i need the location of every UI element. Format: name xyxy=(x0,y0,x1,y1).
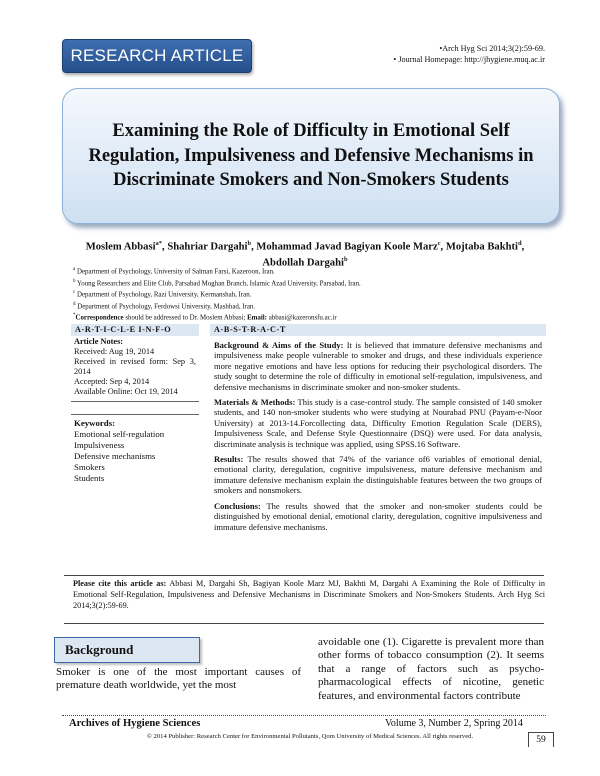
keyword-item: Defensive mechanisms xyxy=(74,451,156,461)
affiliations xyxy=(73,265,553,323)
abstract-section-label: Results: xyxy=(214,454,244,465)
body-text-left: Smoker is one of the most important causes of premature death worldwide, yet the most xyxy=(56,666,301,692)
keywords xyxy=(71,414,199,484)
abstract-conclusions xyxy=(214,501,542,532)
author-marker: a* xyxy=(155,240,163,247)
article-info-heading: A-R-T-I-C-L-E I-N-F-O xyxy=(71,324,199,336)
cite-text: Abbasi M, Dargahi Sh, Bagiyan Koole Marz MJ, Bakhti M, Dargahi A Examining the Role of Difficulty in Emotional Self-Regulation, Impulsiveness and Defensive Mechanisms in Discriminate Smokers and Non-Smokers Students. Arch Hyg Sci 2014;3(2):59-69. xyxy=(73,579,545,610)
article-type-banner: RESEARCH ARTICLE xyxy=(62,39,252,73)
abstract-column xyxy=(210,324,546,537)
note-revised: Received in revised form: Sep 3, 2014 xyxy=(74,357,196,376)
author-marker: d xyxy=(517,240,522,247)
keywords-label: Keywords: xyxy=(74,418,116,428)
note-received: Received: Aug 19, 2014 xyxy=(74,347,155,356)
article-info-column xyxy=(71,324,199,484)
affiliation-text: Department of Psychology, University of Salman Farsi, Kazeroon, Iran. xyxy=(76,268,275,276)
author-name: Shahriar Dargahi xyxy=(167,241,248,253)
journal-homepage-line[interactable]: • Journal Homepage: http://jhygiene.muq.ac.ir xyxy=(393,55,545,64)
author-name: Mojtaba Bakhti xyxy=(445,241,518,253)
affiliation-item xyxy=(73,300,553,312)
footer-journal: Archives of Hygiene Sciences xyxy=(69,718,201,729)
abstract-section-text: This study is a case-control study. The sample consisted of 140 smoker students, and 140 non-smoker students who were studying at Nourabad PNU (Payam-e-Noor University) at 2013-14.Forcollecting data, Difficulty Emotion Regulation Scale (DERS), Impulsiveness Scale, and Defense Style Questionnaire (DSQ) were used. For data analysis, discriminate analysis is technique was applied, using SPSS.16 Software. xyxy=(214,397,542,449)
footer-copyright: © 2014 Publisher: Research Center for Environmental Pollutants, Qom University of Medical Sciences. All rights reserved. xyxy=(146,733,474,740)
author-separator: , xyxy=(251,241,257,253)
cite-label: Please cite this article as: xyxy=(73,579,167,588)
author-name: Abdollah Dargahi xyxy=(262,257,344,269)
abstract-section-label: Background & Aims of the Study: xyxy=(214,340,344,350)
abstract-section-text: The results showed that the smoker and non-smoker students could be distinguished by emotional denial, emotional clarity, deregulation, cognitive impulsiveness and immature defensive mechanisms. xyxy=(214,500,542,532)
keyword-item: Smokers xyxy=(74,462,105,472)
abstract-background xyxy=(214,340,542,392)
citation-top-rule xyxy=(64,575,544,576)
footer-volume: Volume 3, Number 2, Spring 2014 xyxy=(385,718,523,729)
page-number: 59 xyxy=(528,732,554,747)
correspondence-label: Correspondence xyxy=(75,314,124,322)
keyword-item: Impulsiveness xyxy=(74,440,125,450)
affiliation-marker: d xyxy=(73,301,76,307)
body-text-right: avoidable one (1). Cigarette is prevalent more than other forms of tobacco consumption (2). It seems that a range of factors such as psycho-pharmacological effects of nicotine, genetic features, and environmental factors contribute xyxy=(318,636,544,702)
title-box xyxy=(62,88,560,224)
affiliation-marker: b xyxy=(73,278,76,284)
author-marker: b xyxy=(247,240,252,247)
correspondence xyxy=(73,311,553,323)
author-marker: c xyxy=(437,240,441,247)
citation-bottom-rule xyxy=(64,623,544,624)
author-marker: b xyxy=(343,255,348,263)
note-accepted: Accepted: Sep 4, 2014 xyxy=(74,377,150,386)
article-notes xyxy=(71,336,199,402)
journal-info xyxy=(340,43,545,65)
abstract-section-text: It is believed that immature defensive mechanisms and impulsiveness make people vulnerable to smoker and drugs, and these individuals experience more negative emotions and have less options for reducing their psychological disorders. The study sought to determine the role of difficulty in emotional self-regulation, impulsiveness, and defensive mechanisms in discriminate smoker and non-smoker students. xyxy=(214,340,542,392)
footer-divider xyxy=(62,715,546,716)
affiliation-text: Young Researchers and Elite Club, Parsabad Moghan Branch, Islamic Azad University, Parsabad, Iran. xyxy=(76,279,361,287)
affiliation-item xyxy=(73,265,553,277)
author-name: Moslem Abbasi xyxy=(85,241,156,253)
author-separator: , xyxy=(162,241,168,253)
abstract-section-label: Conclusions: xyxy=(214,500,261,511)
correspondence-text: should be addressed to Dr. Moslem Abbasi; xyxy=(123,314,248,322)
affiliation-text: Department of Psychology, Ferdowsi University, Mashhad, Iran. xyxy=(77,303,256,311)
abstract-section-label: Materials & Methods: xyxy=(214,397,296,408)
affiliation-text: Department of Psychology, Razi University, Kermanshah, Iran. xyxy=(76,291,252,299)
article-notes-label: Article Notes: xyxy=(74,337,124,346)
abstract-section-text: The results showed that 74% of the variance of6 variables of emotional denial, emotional clarity, deregulation, cognitive impulsiveness, mature defensive mechanism and immature defensive mechanism explain the distinguishable features between the two groups of smokers and nonsmokers. xyxy=(214,454,542,496)
author-separator: , xyxy=(521,241,525,253)
affiliation-marker: a xyxy=(73,267,76,272)
correspondence-marker: * xyxy=(73,313,76,319)
author-separator: , xyxy=(440,241,446,253)
email-label: Email: xyxy=(247,314,267,322)
keyword-item: Emotional self-regulation xyxy=(74,429,165,439)
abstract-heading: A-B-S-T-R-A-C-T xyxy=(210,324,546,336)
affiliation-marker: c xyxy=(73,290,76,296)
note-online: Available Online: Oct 19, 2014 xyxy=(74,387,178,396)
author-name: Mohammad Javad Bagiyan Koole Marz xyxy=(256,241,438,253)
paper-title: Examining the Role of Difficulty in Emotional Self Regulation, Impulsiveness and Defensive Mechanisms in Discriminate Smokers and Non-Smokers Students xyxy=(88,121,534,191)
journal-citation-line: •Arch Hyg Sci 2014;3(2):59-69. xyxy=(439,44,545,53)
background-heading: Background xyxy=(54,637,200,663)
affiliation-item xyxy=(73,277,553,289)
keyword-item: Students xyxy=(74,473,105,483)
correspondence-email[interactable]: abbasi@kazeronsfu.ac.ir xyxy=(266,314,337,322)
cite-as xyxy=(73,578,545,611)
affiliation-item xyxy=(73,288,553,300)
abstract-methods xyxy=(214,397,542,449)
abstract-results xyxy=(214,454,542,496)
abstract-body xyxy=(210,336,546,532)
